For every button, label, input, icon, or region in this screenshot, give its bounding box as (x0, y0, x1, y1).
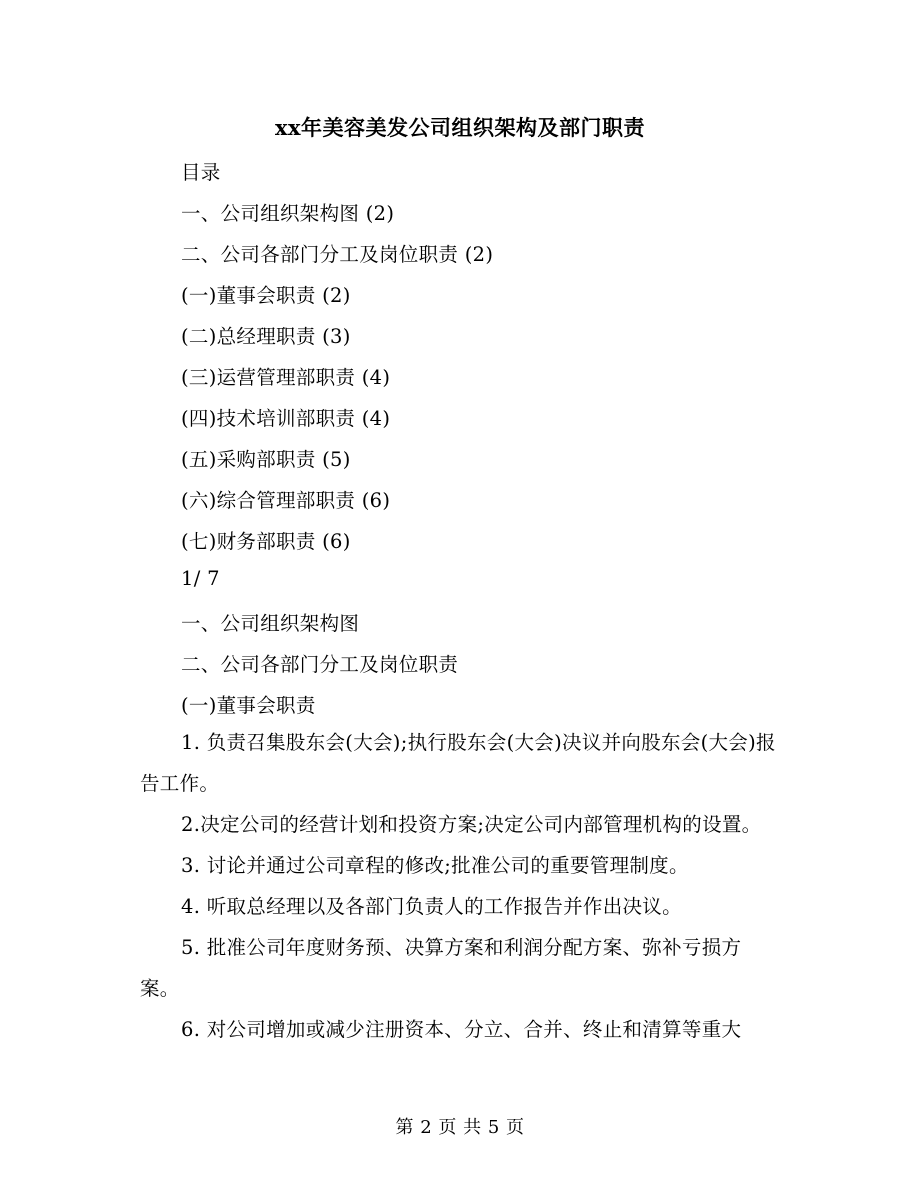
duty-item: 5. 批准公司年度财务预、决算方案和利润分配方案、弥补亏损方案。 (140, 936, 742, 1000)
toc-entry: (二)总经理职责 (3) (181, 325, 351, 348)
toc-entry: (一)董事会职责 (2) (181, 284, 351, 307)
toc-entry: (五)采购部职责 (5) (181, 448, 351, 471)
page-footer: 第 2 页 共 5 页 (395, 1117, 525, 1138)
duty-item: 2.决定公司的经营计划和投资方案;决定公司内部管理机构的设置。 (181, 813, 762, 836)
toc-entry: (七)财务部职责 (6) (181, 530, 351, 553)
toc-entry: 二、公司各部门分工及岗位职责 (2) (181, 243, 494, 266)
toc-entry: (三)运营管理部职责 (4) (181, 366, 391, 389)
duty-item: 3. 讨论并通过公司章程的修改;批准公司的重要管理制度。 (181, 854, 689, 877)
toc-entry: (四)技术培训部职责 (4) (181, 407, 391, 430)
duty-item: 6. 对公司增加或减少注册资本、分立、合并、终止和清算等重大 (181, 1018, 742, 1041)
duty-item: 4. 听取总经理以及各部门负责人的工作报告并作出决议。 (181, 895, 682, 918)
section-heading-duties: 二、公司各部门分工及岗位职责 (181, 653, 459, 676)
document-title: xx年美容美发公司组织架构及部门职责 (274, 115, 646, 140)
toc-heading: 目录 (181, 161, 221, 184)
toc-entry: 一、公司组织架构图 (2) (181, 202, 395, 225)
page-marker: 1/ 7 (181, 567, 220, 590)
duty-item: 1. 负责召集股东会(大会);执行股东会(大会)决议并向股东会(大会)报告工作。 (140, 731, 776, 795)
section-heading-org-chart: 一、公司组织架构图 (181, 612, 360, 635)
subsection-heading-board: (一)董事会职责 (181, 694, 316, 717)
toc-entry: (六)综合管理部职责 (6) (181, 489, 391, 512)
